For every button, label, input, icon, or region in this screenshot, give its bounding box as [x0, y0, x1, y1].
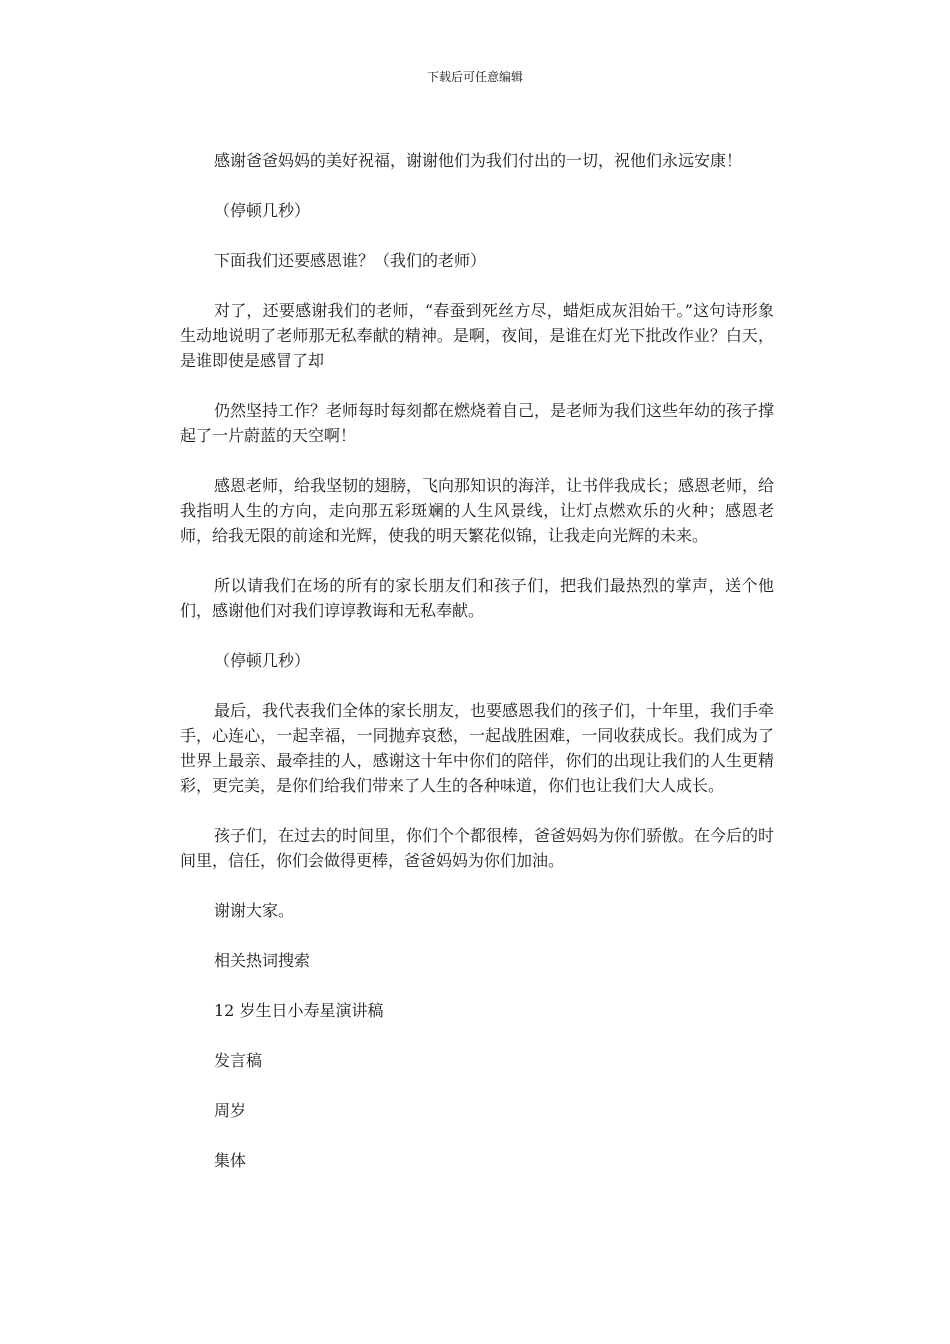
paragraph: （停顿几秒） [214, 651, 311, 670]
paragraph: 最后，我代表我们全体的家长朋友，也要感恩我们的孩子们，十年里，我们手牵手，心连心，一起幸福，一同抛弃哀愁，一起战胜困难，一同收获成长。我们成为了世界上最亲、最牵挂的人，感谢这十年中你们的陪伴，你们的出现让我们的人生更精彩，更完美，是你们给我们带来了人生的各种味道，你们也让我们大人成长。 [180, 701, 775, 795]
related-search-heading: 相关热词搜索 [214, 951, 311, 970]
paragraph: 孩子们，在过去的时间里，你们个个都很棒，爸爸妈妈为你们骄傲。在今后的时间里，信任，你们会做得更棒，爸爸妈妈为你们加油。 [180, 826, 775, 870]
paragraph: 仍然坚持工作？老师每时每刻都在燃烧着自己，是老师为我们这些年幼的孩子撑起了一片蔚蓝的天空啊！ [180, 401, 775, 445]
related-search-term: 12 岁生日小寿星演讲稿 [214, 1001, 384, 1020]
related-search-term: 集体 [214, 1151, 247, 1170]
paragraph: 感谢爸爸妈妈的美好祝福，谢谢他们为我们付出的一切，祝他们永远安康！ [214, 151, 743, 170]
paragraph: （停顿几秒） [214, 201, 311, 220]
paragraph: 感恩老师，给我坚韧的翅膀，飞向那知识的海洋，让书伴我成长；感恩老师，给我指明人生的方向，走向那五彩斑斓的人生风景线，让灯点燃欢乐的火种；感恩老师，给我无限的前途和光辉，使我的明天繁花似锦，让我走向光辉的未来。 [180, 476, 775, 545]
paragraph: 下面我们还要感恩谁？（我们的老师） [214, 251, 487, 270]
related-search-term: 发言稿 [214, 1051, 263, 1070]
page-header: 下载后可任意编辑 [426, 70, 523, 84]
document-body [180, 148, 774, 1173]
paragraph: 所以请我们在场的所有的家长朋友们和孩子们，把我们最热烈的掌声，送个他们，感谢他们对我们谆谆教诲和无私奉献。 [180, 576, 774, 620]
related-search-term: 周岁 [214, 1101, 247, 1120]
paragraph: 谢谢大家。 [214, 901, 295, 920]
paragraph: 对了，还要感谢我们的老师，“春蚕到死丝方尽，蜡炬成灰泪始干。”这句诗形象生动地说明了老师那无私奉献的精神。是啊，夜间，是谁在灯光下批改作业？白天，是谁即使是感冒了却 [180, 301, 774, 370]
